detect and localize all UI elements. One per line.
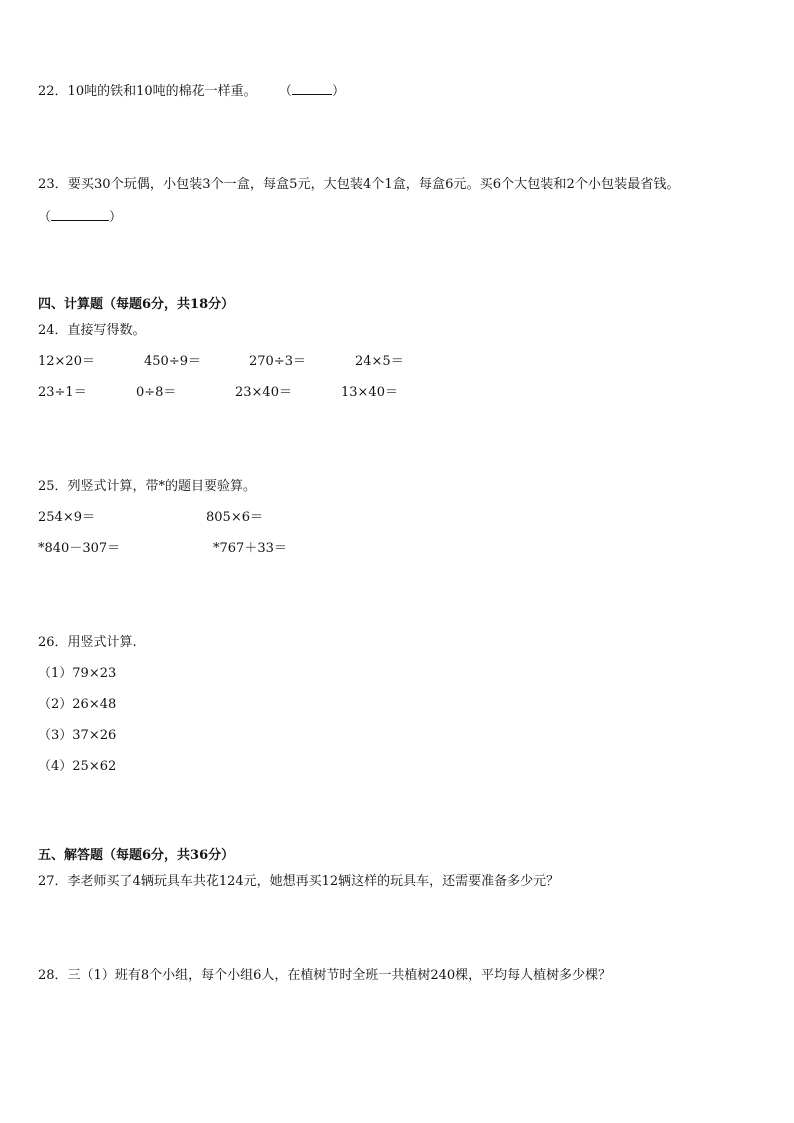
question-22 (38, 82, 345, 101)
question-27-text: 27．李老师买了4辆玩具车共花124元，她想再买12辆这样的玩具车，还需要准备多少元？ (38, 874, 560, 889)
answer-paren-open: （ (278, 84, 292, 99)
list-item: （1）79×23 (38, 666, 117, 681)
question-23-answer (38, 208, 122, 227)
question-24-stem: 24．直接写得数。 (38, 323, 146, 338)
calc-item: 805×6＝ (206, 510, 263, 525)
calc-item: 270÷3＝ (249, 354, 306, 369)
question-28-text: 28．三（1）班有8个小组，每个小组6人，在植树节时全班一共植树240棵，平均每人植树多少棵？ (38, 968, 612, 983)
section-5-title: 五、解答题（每题6分，共36分） (38, 848, 235, 863)
question-23 (38, 176, 680, 194)
calc-item: 24×5＝ (355, 354, 404, 369)
answer-paren-close: ） (331, 84, 345, 99)
question-26-stem: 26．用竖式计算. (38, 635, 137, 650)
question-25-stem: 25．列竖式计算，带*的题目要验算。 (38, 479, 257, 494)
calc-item: 254×9＝ (38, 510, 95, 525)
question-23-text: 23．要买30个玩偶，小包装3个一盒，每盒5元，大包装4个1盒，每盒6元。买6个大包装和2个小包装最省钱。 (38, 177, 680, 192)
calc-item: 450÷9＝ (144, 354, 201, 369)
calc-item: 23÷1＝ (38, 385, 87, 400)
answer-blank[interactable] (51, 208, 109, 221)
calc-item: 23×40＝ (235, 385, 292, 400)
answer-blank[interactable] (292, 82, 332, 95)
list-item: （3）37×26 (38, 728, 117, 743)
list-item: （4）25×62 (38, 759, 117, 774)
calc-item: *767＋33＝ (213, 541, 287, 556)
calc-item: 13×40＝ (341, 385, 398, 400)
calc-item: *840－307＝ (38, 541, 121, 556)
answer-paren-open: （ (38, 210, 52, 225)
calc-item: 12×20＝ (38, 354, 95, 369)
calc-item: 0÷8＝ (136, 385, 177, 400)
section-4-title: 四、计算题（每题6分，共18分） (38, 297, 235, 312)
list-item: （2）26×48 (38, 697, 117, 712)
answer-paren-close: ） (109, 210, 123, 225)
question-22-text: 22．10吨的铁和10吨的棉花一样重。 (38, 84, 257, 99)
